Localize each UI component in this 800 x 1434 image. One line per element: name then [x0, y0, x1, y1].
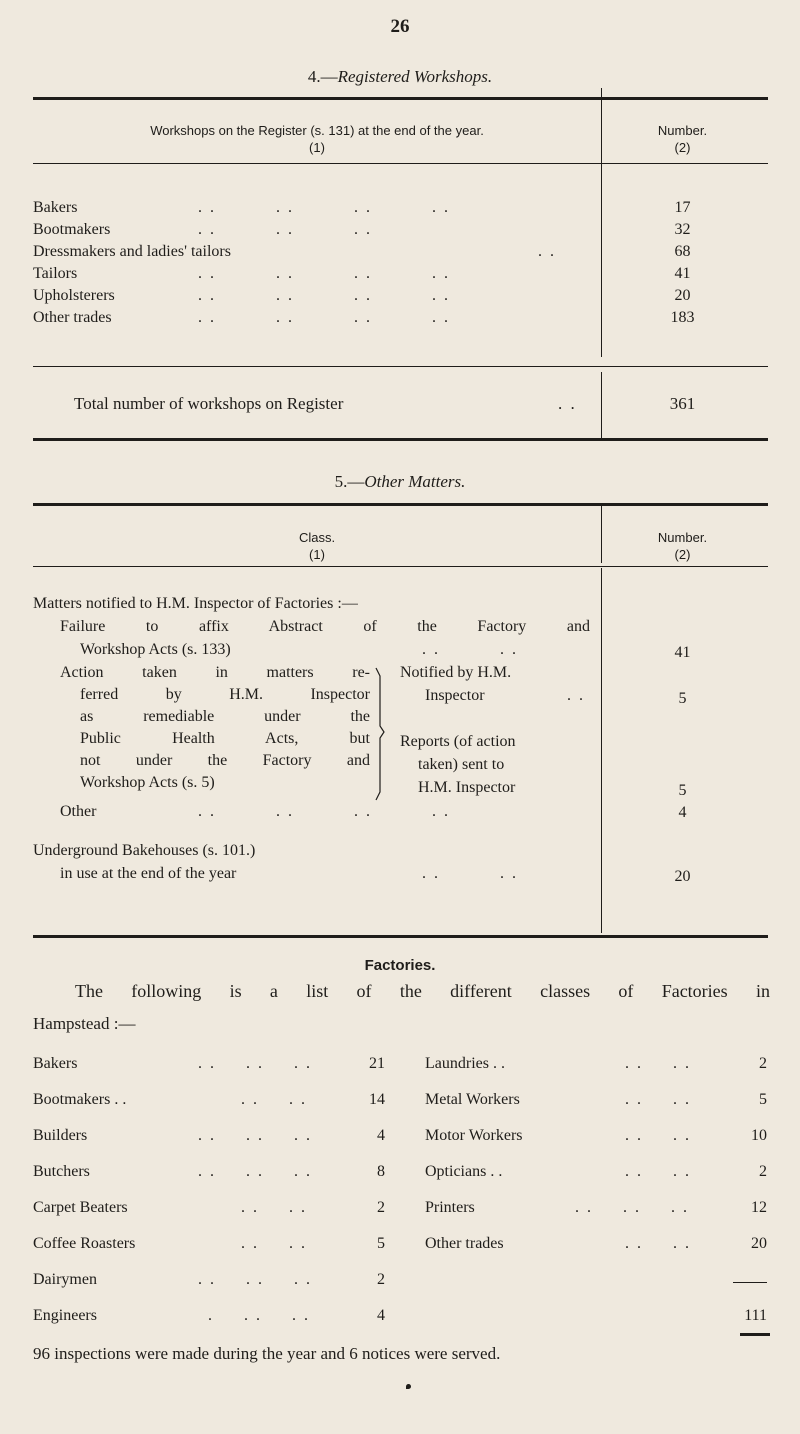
total-underline [740, 1333, 770, 1336]
workshops-top-rule [33, 97, 768, 100]
row-dots: . . . . . . . . [198, 265, 450, 282]
list-item [33, 1127, 385, 1145]
failure-dots: . . . . [422, 641, 518, 658]
row-label: Upholsterers [33, 287, 115, 304]
factory-dots: . . . . [625, 1235, 691, 1252]
workshops-total-label: Total number of workshops on Register [74, 394, 344, 413]
factory-dots: . . . . . . [198, 1127, 312, 1144]
workshops-col2-title: Number. [657, 123, 708, 138]
factory-name: Other trades [425, 1235, 504, 1252]
reports-value: 5 [678, 782, 687, 799]
underground-value: 20 [674, 868, 691, 885]
row-label: Bakers [33, 199, 78, 216]
workshops-title [0, 67, 800, 87]
factory-name: Carpet Beaters [33, 1199, 128, 1216]
other-matters-col2-sub: (2) [674, 547, 691, 562]
table-row [33, 307, 593, 329]
list-item [33, 1235, 385, 1253]
factories-intro-line-2: Hampstead :— [33, 1014, 136, 1033]
list-item [33, 1163, 385, 1181]
factory-name: Coffee Roasters [33, 1235, 136, 1252]
workshops-total-value: 361 [669, 394, 696, 413]
reports-line-2: taken) sent to [418, 756, 505, 773]
other-matters-col1-title: Class. [298, 530, 336, 545]
factories-intro-line-1: The following is a list of the different classes of Factories in [75, 981, 770, 1001]
reports-line-1: Reports (of action [400, 733, 516, 750]
factory-count: 14 [369, 1091, 385, 1108]
row-dots: . . . . . . . . [198, 287, 450, 304]
row-value: 17 [674, 199, 691, 216]
table-row [33, 219, 593, 241]
action-line: Workshop Acts (s. 5) [80, 774, 215, 791]
factories-footer: 96 inspections were made during the year and 6 notices were served. [33, 1344, 501, 1363]
workshops-col1-header [33, 122, 601, 156]
list-item [33, 1271, 385, 1289]
other-matters-title-italic: Other Matters. [364, 472, 466, 491]
factory-name: Bakers [33, 1055, 78, 1072]
notified-line-2: Inspector [425, 687, 485, 704]
other-label: Other [60, 803, 97, 820]
list-item [425, 1091, 767, 1109]
other-matters-top-rule [33, 503, 768, 506]
list-item [425, 1235, 767, 1253]
factory-count: 2 [377, 1271, 385, 1288]
row-label: Other trades [33, 309, 112, 326]
row-dots: . . . . . . . . [198, 199, 450, 216]
factory-name: Motor Workers [425, 1127, 523, 1144]
row-value: 20 [674, 287, 691, 304]
failure-line-1: Failure to affix Abstract of the Factory and [60, 618, 590, 635]
other-dots: . . . . . . . . [198, 803, 450, 820]
factory-dots: . . . . . . [575, 1199, 689, 1216]
factory-dots: . . . . [625, 1091, 691, 1108]
workshops-total-divider [601, 372, 602, 440]
action-line: as remediable under the [80, 708, 370, 725]
list-item [33, 1199, 385, 1217]
row-label: Tailors [33, 265, 78, 282]
factory-count: 20 [751, 1235, 767, 1252]
factory-count: 4 [377, 1127, 385, 1144]
row-value: 41 [674, 265, 691, 282]
factory-dots: . . . . [625, 1127, 691, 1144]
other-matters-header-divider [601, 503, 602, 563]
underground-line-1: Underground Bakehouses (s. 101.) [33, 842, 256, 859]
workshops-total-dots: . . [558, 394, 577, 413]
factory-dots: . . . . . . [198, 1163, 312, 1180]
factory-dots: . . . . [625, 1163, 691, 1180]
row-value: 32 [674, 221, 691, 238]
other-matters-col2-title: Number. [657, 530, 708, 545]
row-value: 68 [674, 243, 691, 260]
other-value: 4 [678, 804, 687, 821]
row-value: 183 [670, 309, 695, 326]
other-matters-header-rule [33, 566, 768, 567]
factory-count: 21 [369, 1055, 385, 1072]
table-row [33, 197, 593, 219]
factory-count: 8 [377, 1163, 385, 1180]
factory-name: Metal Workers [425, 1091, 520, 1108]
page-number: 26 [390, 16, 410, 37]
workshops-col2-header [605, 122, 760, 156]
table-row [33, 241, 593, 263]
notified-line-1: Notified by H.M. [400, 664, 512, 681]
factory-dots: . . . . . . [198, 1271, 312, 1288]
workshops-body-divider [601, 172, 602, 357]
factory-count: 2 [759, 1163, 767, 1180]
action-line: ferred by H.M. Inspector [80, 686, 370, 703]
workshops-col1-title: Workshops on the Register (s. 131) at the end of the year. [150, 123, 484, 138]
other-matters-title-prefix: 5.— [334, 472, 365, 491]
factory-dots: . . . . [241, 1199, 307, 1216]
other-matters-col2-header [605, 529, 760, 563]
table-row [33, 285, 593, 307]
list-item [425, 1055, 767, 1073]
factory-count: 5 [759, 1091, 767, 1108]
other-matters-intro: Matters notified to H.M. Inspector of Factories :— [33, 595, 358, 612]
factory-dots: . . . . . [208, 1307, 310, 1324]
list-item [425, 1163, 767, 1181]
workshops-header-rule [33, 163, 768, 164]
ink-mark [406, 1384, 411, 1389]
other-matters-title [0, 472, 800, 492]
row-label: Dressmakers and ladies' tailors [33, 243, 231, 260]
action-line: Public Health Acts, but [80, 730, 370, 747]
workshops-title-prefix: 4.— [307, 67, 338, 86]
action-line: Action taken in matters re- [60, 664, 370, 681]
workshops-total-rule [33, 366, 768, 367]
action-taken-block [60, 662, 370, 794]
workshops-title-italic: Registered Workshops. [337, 67, 493, 86]
list-item [33, 1091, 385, 1109]
other-matters-body-divider [601, 568, 602, 933]
other-matters-col1-sub: (1) [309, 547, 325, 562]
factory-dots: . . . . [241, 1235, 307, 1252]
factory-name: Builders [33, 1127, 88, 1144]
factory-name: Printers [425, 1199, 475, 1216]
list-item [425, 1127, 767, 1145]
row-dots: . . . . . . . . [198, 309, 450, 326]
factory-name: Engineers [33, 1307, 97, 1324]
list-item [33, 1055, 385, 1073]
factory-count: 5 [377, 1235, 385, 1252]
other-matters-bottom-rule [33, 935, 768, 938]
list-item [425, 1199, 767, 1217]
underground-line-2: in use at the end of the year [60, 865, 237, 882]
notified-dots: . . [567, 687, 585, 704]
factory-dots: . . . . [241, 1091, 307, 1108]
brace-bracket [370, 666, 392, 802]
workshops-col2-sub: (2) [674, 140, 691, 155]
factory-count: 2 [377, 1199, 385, 1216]
row-label: Bootmakers [33, 221, 111, 238]
factory-count: 2 [759, 1055, 767, 1072]
factory-name: Dairymen [33, 1271, 97, 1288]
row-dots: . . . . . . [198, 221, 372, 238]
row-dots: . . [538, 243, 556, 260]
failure-value: 41 [674, 644, 691, 661]
workshops-bottom-rule [33, 438, 768, 441]
factory-name: Bootmakers . . [33, 1091, 127, 1108]
factory-count: 4 [377, 1307, 385, 1324]
factory-dots: . . . . [625, 1055, 691, 1072]
action-line: not under the Factory and [80, 752, 370, 769]
underground-dots: . . . . [422, 865, 518, 882]
factory-name: Butchers [33, 1163, 90, 1180]
factories-heading: Factories. [364, 957, 436, 974]
reports-line-3: H.M. Inspector [418, 779, 516, 796]
subtotal-rule [733, 1282, 767, 1283]
factory-count: 10 [751, 1127, 767, 1144]
factory-count: 12 [751, 1199, 767, 1216]
other-matters-col1-header [33, 529, 601, 563]
factory-name: Laundries . . [425, 1055, 505, 1072]
factories-total: 111 [744, 1307, 767, 1324]
notified-value: 5 [678, 690, 687, 707]
table-row [33, 263, 593, 285]
workshops-col1-sub: (1) [309, 140, 325, 155]
failure-line-2: Workshop Acts (s. 133) [80, 641, 231, 658]
list-item [33, 1307, 385, 1325]
factory-name: Opticians . . [425, 1163, 503, 1180]
factory-dots: . . . . . . [198, 1055, 312, 1072]
